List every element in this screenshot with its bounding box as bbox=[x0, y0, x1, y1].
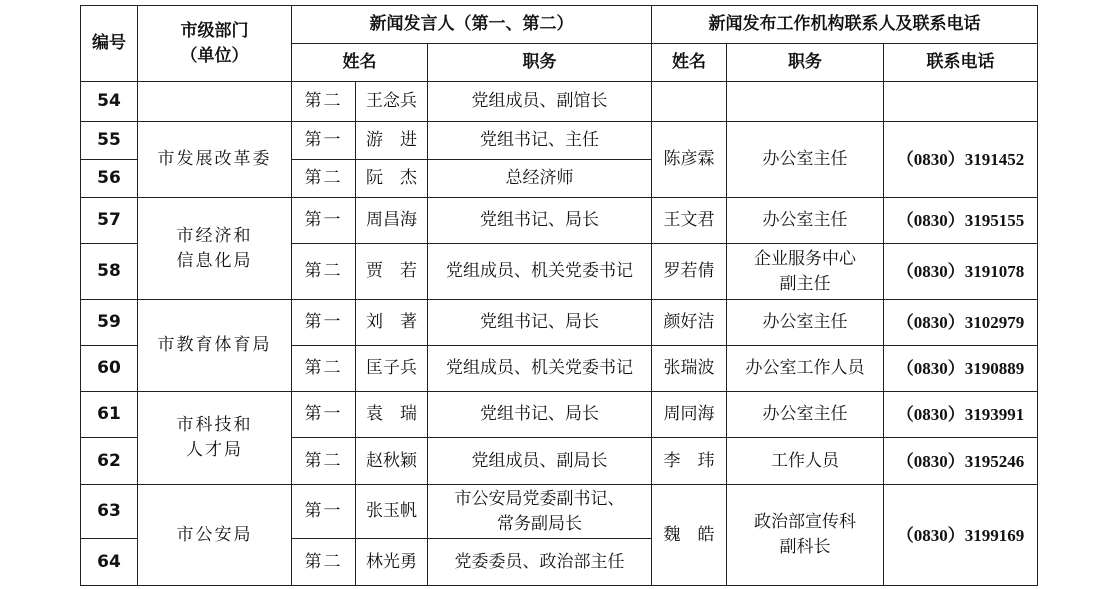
ct-title-line2: 副科长 bbox=[779, 537, 831, 557]
header-dept bbox=[138, 6, 292, 82]
sp-name-cell: 王念兵 bbox=[356, 82, 428, 122]
sp-name-cell: 张玉帆 bbox=[356, 485, 428, 539]
dept-cell: 市公安局 bbox=[138, 485, 292, 586]
sp-title-cell: 党委委员、政治部主任 bbox=[428, 539, 652, 586]
row-num: 54 bbox=[81, 82, 138, 122]
ct-name-cell: 魏 皓 bbox=[652, 485, 727, 586]
row-num: 59 bbox=[81, 300, 138, 346]
sp-title-cell: 党组书记、局长 bbox=[428, 392, 652, 438]
row-num: 61 bbox=[81, 392, 138, 438]
sp-name-cell: 阮 杰 bbox=[356, 160, 428, 198]
dept-line2: 人才局 bbox=[186, 440, 243, 460]
header-dept-line2: （单位） bbox=[180, 45, 249, 66]
ct-title-cell bbox=[727, 485, 884, 586]
sp-title-cell bbox=[428, 485, 652, 539]
ct-title-cell bbox=[727, 244, 884, 300]
sp-name-cell: 匡子兵 bbox=[356, 346, 428, 392]
header-sp-name: 姓名 bbox=[292, 44, 428, 82]
sp-name-cell: 周昌海 bbox=[356, 198, 428, 244]
rank-cell: 第一 bbox=[292, 485, 356, 539]
rank-cell: 第二 bbox=[292, 438, 356, 485]
sp-name-cell: 赵秋颖 bbox=[356, 438, 428, 485]
ct-title-cell: 工作人员 bbox=[727, 438, 884, 485]
sp-title-cell: 党组成员、机关党委书记 bbox=[428, 346, 652, 392]
ct-title-cell: 办公室主任 bbox=[727, 198, 884, 244]
dept-line1: 市经济和 bbox=[176, 225, 253, 246]
ct-name-cell: 颜好洁 bbox=[652, 300, 727, 346]
header-contact-group: 新闻发布工作机构联系人及联系电话 bbox=[652, 6, 1038, 44]
sp-title-cell: 党组成员、副馆长 bbox=[428, 82, 652, 122]
ct-name-cell: 周同海 bbox=[652, 392, 727, 438]
ct-title-cell: 办公室主任 bbox=[727, 392, 884, 438]
ct-title-cell: 办公室主任 bbox=[727, 300, 884, 346]
dept-cell bbox=[138, 198, 292, 300]
table-row bbox=[81, 198, 1038, 244]
spokesperson-table bbox=[80, 5, 1038, 586]
sp-name-cell: 贾 若 bbox=[356, 244, 428, 300]
ct-phone-cell: （0830）3190889 bbox=[884, 346, 1038, 392]
ct-title-line1: 政治部宣传科 bbox=[754, 512, 857, 532]
sp-name-cell: 刘 著 bbox=[356, 300, 428, 346]
header-ct-title: 职务 bbox=[727, 44, 884, 82]
rank-cell: 第一 bbox=[292, 300, 356, 346]
dept-line1: 市科技和 bbox=[176, 415, 253, 435]
sp-title-cell: 党组成员、副局长 bbox=[428, 438, 652, 485]
ct-title-cell: 办公室工作人员 bbox=[727, 346, 884, 392]
sp-title-cell: 党组书记、局长 bbox=[428, 300, 652, 346]
table-row bbox=[81, 122, 1038, 160]
rank-cell: 第二 bbox=[292, 160, 356, 198]
header-ct-name: 姓名 bbox=[652, 44, 727, 82]
row-num: 60 bbox=[81, 346, 138, 392]
rank-cell: 第二 bbox=[292, 539, 356, 586]
ct-phone-cell: （0830）3195155 bbox=[884, 198, 1038, 244]
row-num: 63 bbox=[81, 485, 138, 539]
header-ct-phone: 联系电话 bbox=[884, 44, 1038, 82]
dept-cell bbox=[138, 392, 292, 485]
rank-cell: 第二 bbox=[292, 244, 356, 300]
table-row bbox=[81, 82, 1038, 122]
row-num: 64 bbox=[81, 539, 138, 586]
dept-cell: 市发展改革委 bbox=[138, 122, 292, 198]
header-spokesperson-group: 新闻发言人（第一、第二） bbox=[292, 6, 652, 44]
sp-title-line2: 常务副局长 bbox=[497, 513, 583, 534]
ct-title-line1: 企业服务中心 bbox=[754, 248, 857, 269]
ct-name-cell bbox=[652, 82, 727, 122]
ct-title-line2: 副主任 bbox=[779, 273, 831, 294]
sp-title-cell: 党组书记、主任 bbox=[428, 122, 652, 160]
sp-title-cell: 党组成员、机关党委书记 bbox=[428, 244, 652, 300]
ct-name-cell: 王文君 bbox=[652, 198, 727, 244]
sp-name-cell: 游 进 bbox=[356, 122, 428, 160]
sp-title-cell: 党组书记、局长 bbox=[428, 198, 652, 244]
ct-title-cell bbox=[727, 82, 884, 122]
dept-cell: 市教育体育局 bbox=[138, 300, 292, 392]
sp-title-cell: 总经济师 bbox=[428, 160, 652, 198]
table-row bbox=[81, 300, 1038, 346]
ct-phone-cell: （0830）3102979 bbox=[884, 300, 1038, 346]
ct-name-cell: 陈彦霖 bbox=[652, 122, 727, 198]
ct-phone-cell: （0830）3191452 bbox=[884, 122, 1038, 198]
ct-phone-cell: （0830）3199169 bbox=[884, 485, 1038, 586]
rank-cell: 第一 bbox=[292, 198, 356, 244]
ct-phone-cell bbox=[884, 82, 1038, 122]
row-num: 57 bbox=[81, 198, 138, 244]
ct-phone-cell: （0830）3195246 bbox=[884, 438, 1038, 485]
row-num: 58 bbox=[81, 244, 138, 300]
rank-cell: 第二 bbox=[292, 346, 356, 392]
row-num: 62 bbox=[81, 438, 138, 485]
table-row bbox=[81, 485, 1038, 539]
rank-cell: 第一 bbox=[292, 392, 356, 438]
rank-cell: 第二 bbox=[292, 82, 356, 122]
table-row bbox=[81, 392, 1038, 438]
sp-name-cell: 袁 瑞 bbox=[356, 392, 428, 438]
header-num: 编号 bbox=[81, 6, 138, 82]
ct-phone-cell: （0830）3193991 bbox=[884, 392, 1038, 438]
header-dept-line1: 市级部门 bbox=[180, 20, 249, 41]
dept-line2: 信息化局 bbox=[176, 250, 253, 271]
row-num: 56 bbox=[81, 160, 138, 198]
ct-phone-cell: （0830）3191078 bbox=[884, 244, 1038, 300]
row-num: 55 bbox=[81, 122, 138, 160]
header-sp-title: 职务 bbox=[428, 44, 652, 82]
ct-title-cell: 办公室主任 bbox=[727, 122, 884, 198]
ct-name-cell: 张瑞波 bbox=[652, 346, 727, 392]
sp-title-line1: 市公安局党委副书记、 bbox=[454, 488, 625, 509]
ct-name-cell: 罗若倩 bbox=[652, 244, 727, 300]
sp-name-cell: 林光勇 bbox=[356, 539, 428, 586]
dept-cell bbox=[138, 82, 292, 122]
rank-cell: 第一 bbox=[292, 122, 356, 160]
ct-name-cell: 李 玮 bbox=[652, 438, 727, 485]
